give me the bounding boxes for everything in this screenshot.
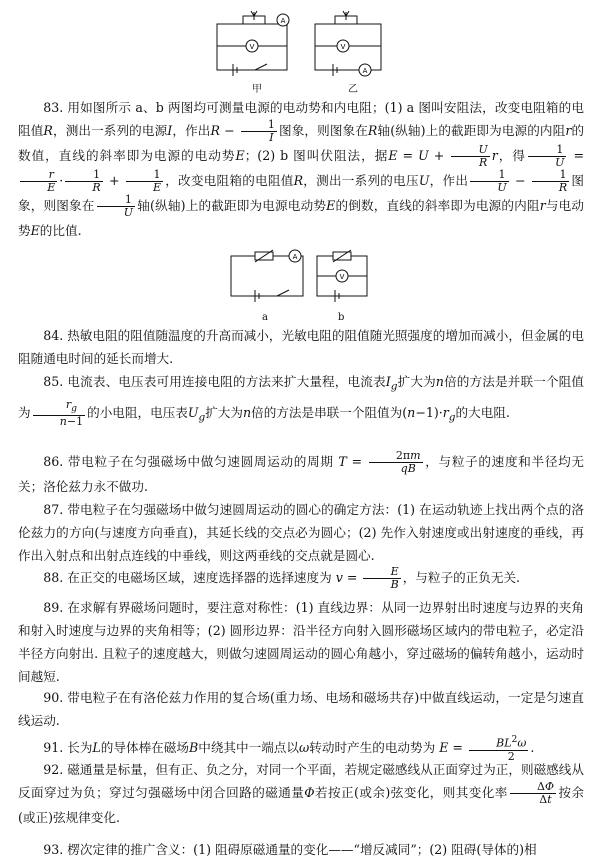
- item-87: 87. 带电粒子在匀强磁场中做匀速圆周运动的圆心的确定方法：(1) 在运动轨迹上找出两个点的洛伦兹力的方向(与速度方向垂直)，其延长线的交点必为圆心；(2) 先作入射速度或出射速度的垂线，再作出入射点和出射点连线的中垂线，则这两垂线的交点就是圆心.: [18, 502, 584, 563]
- svg-text:V: V: [249, 43, 255, 51]
- item-83: 83. 用如图所示 a、b 两图均可测量电源的电动势和内电阻；(1) a 图叫安阻法，改变电阻箱的电阻值R，测出一系列的电源I，作出R − $\frac{1}{I}$ 图象，则图象在R轴(纵轴)上的截距即为电源的内阻r的数值，直线的斜率即为电源的电动势E；(2) b 图叫伏阻法，据E = U + $\frac{U}{R}$ r，得 $\frac{1}{U}$ = $\frac{r}{E}$ · $\frac{1}{R}$ + $\frac{1}{E}$ ，改变电阻箱的电阻值R，测出一系列的电压U，作出 $\frac{1}{U}$ − $\frac{1}{R}$ 图象，则图象在 $\frac{1}{U}$ 轴(纵轴)上的截距即为电源电动势E的倒数，直线的斜率即为电源的内阻r与电动势E的比值.: [18, 100, 585, 238]
- svg-text:A: A: [362, 67, 368, 75]
- circuit-figure-jia-yi: [205, 2, 395, 94]
- svg-text:A: A: [280, 17, 286, 25]
- item-85: 85. 电流表、电压表可用连接电阻的方法来扩大量程，电流表$I_g$扩大为n倍的方法是并联一个阻值为 $\frac{r_g}{n-1}$ 的小电阻，电压表$U_g$扩大为n倍的方法是串联一个阻值为$(n-1)\cdot r_g$的大电阻.: [18, 374, 584, 428]
- caption-a: a: [262, 312, 268, 323]
- item-93: 93. 楞次定律的推广含义：(1) 阻碍原磁通量的变化——“增反减同”；(2) 阻碍(导体的)相: [43, 842, 537, 857]
- item-89: 89. 在求解有界磁场问题时，要注意对称性：(1) 直线边界：从同一边界射出时速度与边界的夹角和射入时速度与边界的夹角相等；(2) 圆形边界：沿半径方向射入圆形磁场区域内的带电粒子，必定沿半径方向射出. 且粒子的速度越大，则做匀速圆周运动的圆心角越小，穿过磁场的偏转角越小，运动时间越短.: [18, 600, 584, 684]
- caption-jia: 甲: [252, 84, 262, 95]
- caption-b: b: [338, 312, 345, 323]
- item-84: 84. 热敏电阻的阻值随温度的升高而减小，光敏电阻的阻值随光照强度的增加而减小，但金属的电阻随通电时间的延长而增大.: [18, 328, 584, 366]
- svg-text:V: V: [339, 273, 345, 281]
- item-86: 86. 带电粒子在匀强磁场中做匀速圆周运动的周期 T = $\frac{2\pi m}{qB}$ ，与粒子的速度和半径均无关；洛伦兹力永不做功.: [18, 449, 584, 494]
- svg-text:V: V: [340, 43, 346, 51]
- item-90: 90. 带电粒子在有洛伦兹力作用的复合场(重力场、电场和磁场共存)中做直线运动，一定是匀速直线运动.: [18, 690, 584, 728]
- caption-yi: 乙: [348, 84, 358, 95]
- circuit-figure-a-b: [225, 246, 375, 314]
- item-91: 91. 长为L的导体棒在磁场B中绕其中一端点以ω转动时产生的电动势为 E = $\frac{BL^2\omega}{2}$ .: [43, 734, 535, 763]
- svg-text:A: A: [292, 253, 298, 261]
- item-92: 92. 磁通量是标量，但有正、负之分，对同一个平面，若规定磁感线从正面穿过为正，则磁感线从反面穿过为负；穿过匀强磁场中闭合回路的磁通量Φ若按正(或余)弦变化，则其变化率 $\frac{\Delta\Phi}{\Delta t}$ 按余(或正)弦规律变化.: [18, 762, 585, 825]
- item-88: 88. 在正交的电磁场区域，速度选择器的选择速度为 v = $\frac{E}{B}$ ，与粒子的正负无关.: [43, 565, 521, 591]
